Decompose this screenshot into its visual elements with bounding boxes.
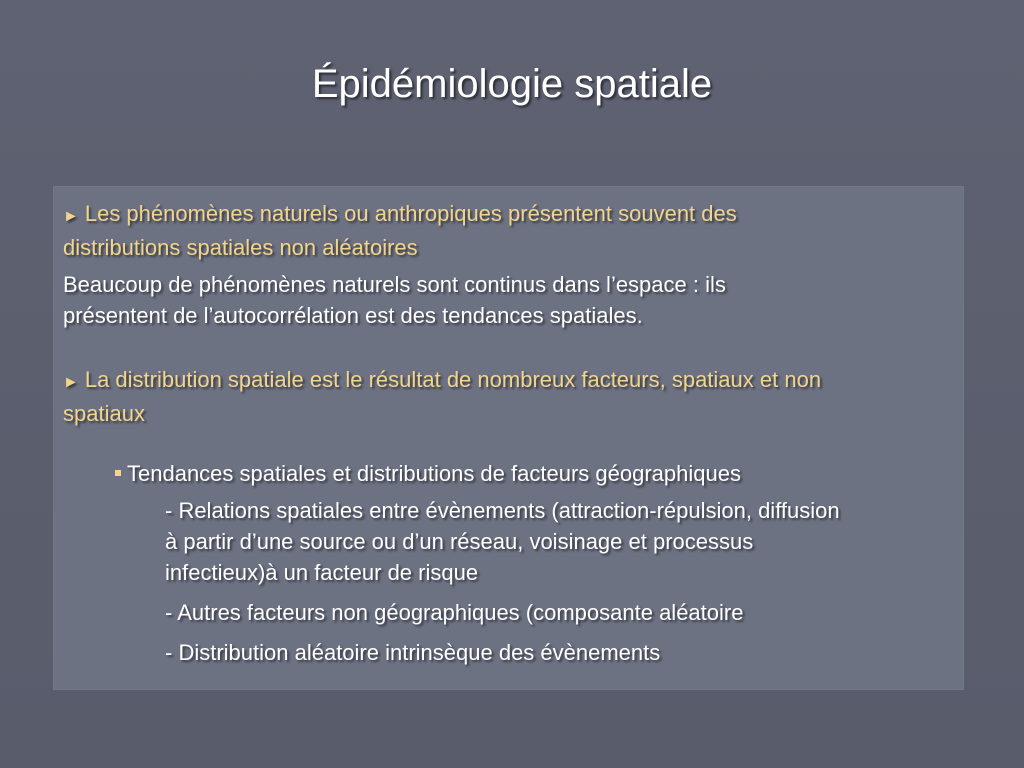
list-item (63, 495, 952, 588)
bullet-2 (63, 364, 952, 429)
list-item-line-1: - Distribution aléatoire intrinsèque des évènements (165, 640, 661, 665)
sub-bullet (63, 458, 952, 489)
arrow-bullet-icon: ► (63, 374, 79, 391)
bullet-1-text: Les phénomènes naturels ou anthropiques présentent souvent des (84, 201, 737, 226)
content-body (63, 198, 952, 668)
paragraph-1 (63, 269, 952, 331)
content-panel (53, 186, 964, 690)
square-bullet-icon (115, 470, 121, 476)
list-item-line-1: - Autres facteurs non géographiques (composante aléatoire (165, 600, 744, 625)
paragraph-1-line-1: Beaucoup de phénomènes naturels sont continus dans l’espace : ils (63, 272, 726, 297)
bullet-1-text-cont: distributions spatiales non aléatoires (63, 235, 418, 260)
list-item-line-3: infectieux)à un facteur de risque (165, 560, 479, 585)
list-item-line-1: - Relations spatiales entre évènements (attraction-répulsion, diffusion (165, 498, 840, 523)
bullet-1-line-1 (63, 198, 952, 232)
list-item (63, 637, 952, 668)
list-item (63, 597, 952, 628)
arrow-bullet-icon: ► (63, 208, 79, 225)
list-item-line-2: à partir d’une source ou d’un réseau, voisinage et processus (165, 529, 754, 554)
bullet-2-text-cont: spatiaux (63, 401, 145, 426)
bullet-1 (63, 198, 952, 263)
bullet-2-line-1 (63, 364, 952, 398)
sub-bullet-text: Tendances spatiales et distributions de facteurs géographiques (127, 461, 741, 486)
bullet-2-text: La distribution spatiale est le résultat de nombreux facteurs, spatiaux et non (84, 367, 822, 392)
paragraph-1-line-2: présentent de l’autocorrélation est des tendances spatiales. (63, 303, 643, 328)
slide-title: Épidémiologie spatiale (311, 62, 713, 106)
